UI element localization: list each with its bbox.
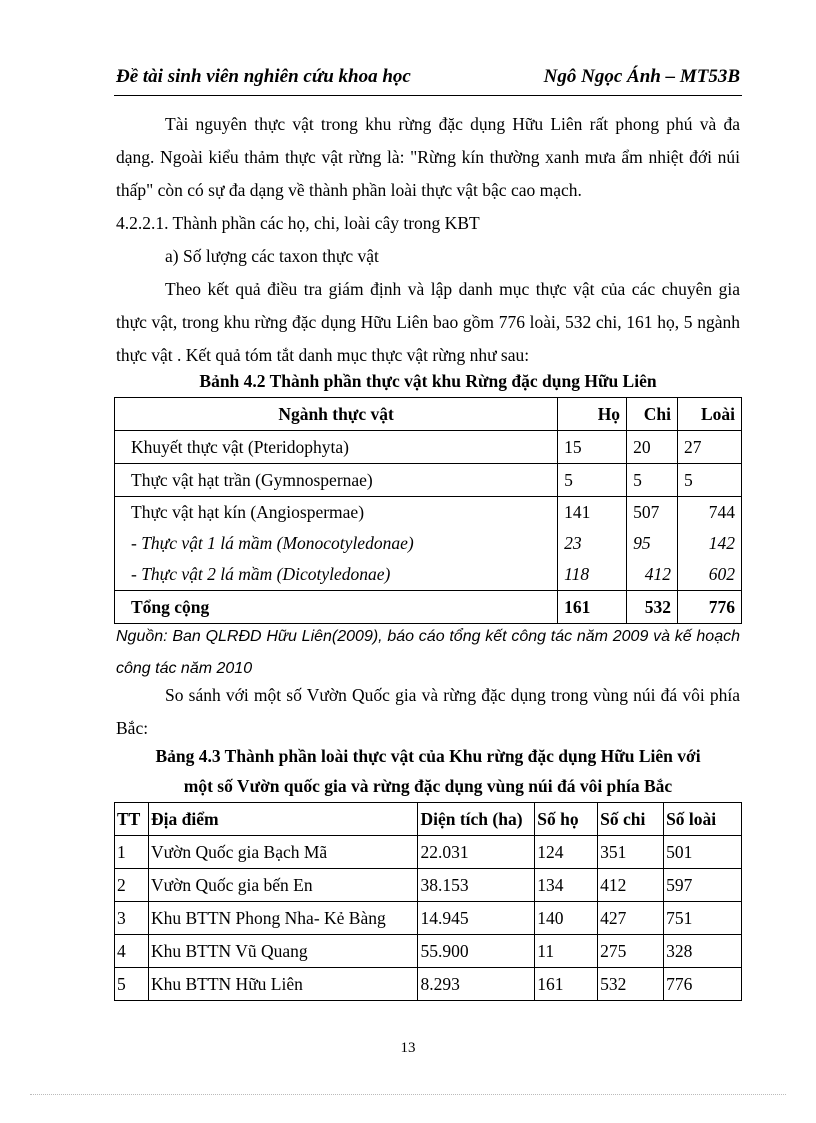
- page-bottom-divider: [30, 1094, 786, 1095]
- row-loai: 501: [664, 836, 742, 869]
- col-header-loai: Loài: [678, 398, 742, 431]
- row-tt: 3: [115, 902, 149, 935]
- row-area: 14.945: [418, 902, 535, 935]
- table-row-group: [115, 497, 742, 591]
- row-loai: 776: [664, 968, 742, 1001]
- row-chi: 532: [598, 968, 664, 1001]
- total-loai: 776: [678, 591, 742, 624]
- table-4-2-caption: Bảnh 4.2 Thành phần thực vật khu Rừng đặc dụng Hữu Liên: [199, 371, 657, 391]
- row-loai-group: [678, 497, 742, 591]
- page-header: [116, 64, 740, 92]
- row-loai: 597: [664, 869, 742, 902]
- col-header-tt: TT: [115, 803, 149, 836]
- row-place: Vườn Quốc gia bến En: [148, 869, 417, 902]
- table-4-3-caption-line1: Bảng 4.3 Thành phần loài thực vật của Khu rừng đặc dụng Hữu Liên với: [155, 746, 701, 766]
- header-author: Ngô Ngọc Ánh – MT53B: [543, 66, 740, 87]
- row-loai-sub: 602: [708, 564, 735, 584]
- row-chi: 20: [627, 431, 678, 464]
- row-chi-group: [627, 497, 678, 591]
- row-chi-sub: 95: [633, 533, 651, 553]
- row-loai: 751: [664, 902, 742, 935]
- total-ho: 161: [558, 591, 627, 624]
- row-chi: 427: [598, 902, 664, 935]
- table-total-row: [115, 591, 742, 624]
- row-ho: 141: [564, 502, 591, 522]
- row-name-sub: - Thực vật 1 lá mầm (Monocotyledonae): [131, 533, 414, 553]
- row-name: Khuyết thực vật (Pteridophyta): [115, 431, 558, 464]
- row-loai: 5: [678, 464, 742, 497]
- subheading-a: a) Số lượng các taxon thực vật: [165, 246, 379, 266]
- row-ho: 161: [535, 968, 598, 1001]
- paragraph-survey: Theo kết quả điều tra giám định và lập danh mục thực vật của các chuyên gia thực vật, trong khu rừng đặc dụng Hữu Liên bao gồm 776 loài, 532 chi, 161 họ, 5 ngành thực vật . Kết quả tóm tắt danh mục thực vật rừng như sau:: [116, 279, 740, 365]
- section-heading: 4.2.2.1. Thành phần các họ, chi, loài cây trong KBT: [116, 213, 480, 233]
- row-ho: 134: [535, 869, 598, 902]
- col-header-area: Diện tích (ha): [418, 803, 535, 836]
- row-tt: 5: [115, 968, 149, 1001]
- row-ho-group: [558, 497, 627, 591]
- row-ho-sub: 118: [564, 564, 590, 584]
- col-header-chi: Số chi: [598, 803, 664, 836]
- row-chi: 412: [598, 869, 664, 902]
- table-row: [115, 431, 742, 464]
- row-chi: 275: [598, 935, 664, 968]
- table-source-note: Nguồn: Ban QLRĐD Hữu Liên(2009), báo cáo tổng kết công tác năm 2009 và kế hoạch công tác năm 2010: [116, 628, 740, 677]
- col-header-place: Địa điểm: [148, 803, 417, 836]
- row-place: Khu BTTN Vũ Quang: [148, 935, 417, 968]
- row-place: Khu BTTN Hữu Liên: [148, 968, 417, 1001]
- col-header-chi: Chi: [627, 398, 678, 431]
- row-place: Khu BTTN Phong Nha- Kẻ Bàng: [148, 902, 417, 935]
- row-name: Thực vật hạt kín (Angiospermae): [131, 502, 365, 522]
- row-place: Vườn Quốc gia Bạch Mã: [148, 836, 417, 869]
- row-ho: 140: [535, 902, 598, 935]
- table-row: [115, 902, 742, 935]
- page-number: 13: [400, 1040, 416, 1056]
- row-chi-sub: 412: [644, 564, 672, 584]
- table-header-row: [115, 398, 742, 431]
- table-4-3: [114, 802, 742, 1001]
- row-tt: 1: [115, 836, 149, 869]
- table-header-row: [115, 803, 742, 836]
- row-area: 22.031: [418, 836, 535, 869]
- table-row: [115, 464, 742, 497]
- row-name-group: [115, 497, 558, 591]
- row-loai-sub: 142: [708, 533, 735, 553]
- row-chi: 5: [627, 464, 678, 497]
- total-chi: 532: [627, 591, 678, 624]
- table-row: [115, 836, 742, 869]
- row-tt: 4: [115, 935, 149, 968]
- row-chi: 351: [598, 836, 664, 869]
- header-title: Đề tài sinh viên nghiên cứu khoa học: [116, 66, 411, 87]
- table-4-3-caption-line2: một số Vườn quốc gia và rừng đặc dụng vùng núi đá vôi phía Bắc: [183, 776, 673, 796]
- row-loai: 328: [664, 935, 742, 968]
- row-loai: 744: [708, 502, 735, 522]
- row-ho: 124: [535, 836, 598, 869]
- total-name: Tổng cộng: [115, 591, 558, 624]
- row-area: 38.153: [418, 869, 535, 902]
- paragraph-intro: Tài nguyên thực vật trong khu rừng đặc dụng Hữu Liên rất phong phú và đa dạng. Ngoài kiểu thảm thực vật rừng là: "Rừng kín thường xanh mưa ẩm nhiệt đới núi thấp" còn có sự đa dạng về thành phần loài thực vật bậc cao mạch.: [116, 114, 740, 200]
- row-ho: 5: [558, 464, 627, 497]
- col-header-ho: Số họ: [535, 803, 598, 836]
- table-row: [115, 869, 742, 902]
- table-row: [115, 935, 742, 968]
- col-header-nganh: Ngành thực vật: [115, 398, 558, 431]
- row-ho-sub: 23: [564, 533, 582, 553]
- row-area: 8.293: [418, 968, 535, 1001]
- row-ho: 15: [558, 431, 627, 464]
- row-ho: 11: [535, 935, 598, 968]
- row-name: Thực vật hạt trần (Gymnospernae): [115, 464, 558, 497]
- row-area: 55.900: [418, 935, 535, 968]
- table-row: [115, 968, 742, 1001]
- col-header-loai: Số loài: [664, 803, 742, 836]
- row-tt: 2: [115, 869, 149, 902]
- row-loai: 27: [678, 431, 742, 464]
- row-name-sub: - Thực vật 2 lá mầm (Dicotyledonae): [131, 564, 391, 584]
- row-chi: 507: [633, 502, 660, 522]
- paragraph-compare: So sánh với một số Vườn Quốc gia và rừng đặc dụng trong vùng núi đá vôi phía Bắc:: [116, 685, 740, 738]
- header-divider: [114, 95, 742, 96]
- table-4-2: [114, 397, 742, 624]
- col-header-ho: Họ: [558, 398, 627, 431]
